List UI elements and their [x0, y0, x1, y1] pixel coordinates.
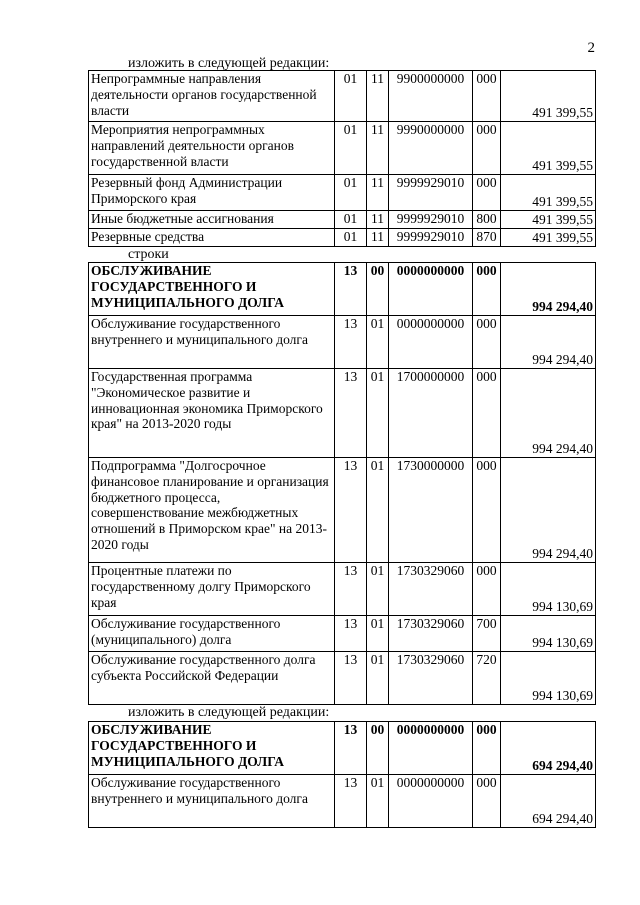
table-row: [89, 563, 596, 616]
target-article-cell: 0000000000: [389, 775, 473, 828]
expense-type-cell: 000: [473, 458, 501, 563]
amount-cell: 491 399,55: [501, 122, 596, 175]
row-name-cell: ОБСЛУЖИВАНИЕ ГОСУДАРСТВЕННОГО И МУНИЦИПАЛЬНОГО ДОЛГА: [89, 722, 335, 775]
table-row: [89, 122, 596, 175]
subsection-code-cell: 11: [367, 122, 389, 175]
expense-type-cell: 800: [473, 211, 501, 229]
subsection-code-cell: 00: [367, 263, 389, 316]
table-row: [89, 71, 596, 122]
subsection-code-cell: 11: [367, 229, 389, 247]
table-row: [89, 775, 596, 828]
amount-cell: 994 294,40: [501, 458, 596, 563]
row-name-cell: Мероприятия непрограммных направлений деятельности органов государственной власти: [89, 122, 335, 175]
subsection-code-cell: 11: [367, 211, 389, 229]
target-article-cell: 0000000000: [389, 263, 473, 316]
expense-type-cell: 000: [473, 122, 501, 175]
table-row: [89, 458, 596, 563]
amount-cell: 994 130,69: [501, 616, 596, 652]
amount-cell: 491 399,55: [501, 71, 596, 122]
table-row: [89, 722, 596, 775]
section-code-cell: 13: [335, 369, 367, 458]
expense-type-cell: 000: [473, 175, 501, 211]
subsection-code-cell: 00: [367, 722, 389, 775]
budget-table-3: [88, 721, 596, 828]
target-article-cell: 1730329060: [389, 616, 473, 652]
budget-table-2: [88, 262, 596, 705]
subsection-code-cell: 01: [367, 775, 389, 828]
amount-cell: 491 399,55: [501, 211, 596, 229]
amount-cell: 491 399,55: [501, 229, 596, 247]
amount-cell: 694 294,40: [501, 722, 596, 775]
amount-cell: 491 399,55: [501, 175, 596, 211]
expense-type-cell: 000: [473, 71, 501, 122]
page-number: 2: [587, 40, 595, 56]
row-name-cell: Подпрограмма "Долгосрочное финансовое планирование и организация бюджетного процесса, совершенствование межбюджетных отношений в Приморском крае" на 2013-2020 годы: [89, 458, 335, 563]
row-name-cell: Обслуживание государственного внутреннего и муниципального долга: [89, 316, 335, 369]
subsection-code-cell: 01: [367, 652, 389, 705]
expense-type-cell: 000: [473, 316, 501, 369]
target-article-cell: 1730329060: [389, 563, 473, 616]
section-code-cell: 01: [335, 229, 367, 247]
target-article-cell: 9900000000: [389, 71, 473, 122]
section-code-cell: 13: [335, 563, 367, 616]
budget-table-1: [88, 70, 596, 247]
section-code-cell: 13: [335, 775, 367, 828]
target-article-cell: 9999929010: [389, 175, 473, 211]
expense-type-cell: 000: [473, 369, 501, 458]
section-code-cell: 13: [335, 616, 367, 652]
target-article-cell: 1730000000: [389, 458, 473, 563]
expense-type-cell: 000: [473, 263, 501, 316]
caption-edit-1: изложить в следующей редакции:: [128, 56, 330, 71]
caption-lines: строки: [128, 247, 169, 262]
row-name-cell: Обслуживание государственного долга субъекта Российской Федерации: [89, 652, 335, 705]
target-article-cell: 0000000000: [389, 316, 473, 369]
subsection-code-cell: 11: [367, 175, 389, 211]
row-name-cell: ОБСЛУЖИВАНИЕ ГОСУДАРСТВЕННОГО И МУНИЦИПАЛЬНОГО ДОЛГА: [89, 263, 335, 316]
amount-cell: 994 130,69: [501, 652, 596, 705]
table-row: [89, 369, 596, 458]
table-row: [89, 316, 596, 369]
subsection-code-cell: 01: [367, 458, 389, 563]
row-name-cell: Обслуживание государственного (муниципального) долга: [89, 616, 335, 652]
amount-cell: 994 294,40: [501, 263, 596, 316]
amount-cell: 994 294,40: [501, 369, 596, 458]
section-code-cell: 01: [335, 71, 367, 122]
section-code-cell: 13: [335, 316, 367, 369]
row-name-cell: Государственная программа "Экономическое развитие и инновационная экономика Приморского края" на 2013-2020 годы: [89, 369, 335, 458]
table-row: [89, 616, 596, 652]
amount-cell: 694 294,40: [501, 775, 596, 828]
table-row: [89, 229, 596, 247]
amount-cell: 994 294,40: [501, 316, 596, 369]
row-name-cell: Иные бюджетные ассигнования: [89, 211, 335, 229]
section-code-cell: 01: [335, 122, 367, 175]
subsection-code-cell: 01: [367, 563, 389, 616]
row-name-cell: Обслуживание государственного внутреннего и муниципального долга: [89, 775, 335, 828]
table-row: [89, 211, 596, 229]
amount-cell: 994 130,69: [501, 563, 596, 616]
expense-type-cell: 000: [473, 775, 501, 828]
target-article-cell: 9990000000: [389, 122, 473, 175]
section-code-cell: 13: [335, 722, 367, 775]
expense-type-cell: 870: [473, 229, 501, 247]
target-article-cell: 9999929010: [389, 229, 473, 247]
expense-type-cell: 000: [473, 722, 501, 775]
section-code-cell: 13: [335, 652, 367, 705]
section-code-cell: 01: [335, 211, 367, 229]
target-article-cell: 0000000000: [389, 722, 473, 775]
expense-type-cell: 700: [473, 616, 501, 652]
caption-edit-2: изложить в следующей редакции:: [128, 705, 330, 720]
expense-type-cell: 720: [473, 652, 501, 705]
table-row: [89, 175, 596, 211]
row-name-cell: Резервные средства: [89, 229, 335, 247]
target-article-cell: 1730329060: [389, 652, 473, 705]
target-article-cell: 1700000000: [389, 369, 473, 458]
row-name-cell: Процентные платежи по государственному долгу Приморского края: [89, 563, 335, 616]
table-row: [89, 263, 596, 316]
section-code-cell: 13: [335, 458, 367, 563]
row-name-cell: Резервный фонд Администрации Приморского края: [89, 175, 335, 211]
row-name-cell: Непрограммные направления деятельности органов государственной власти: [89, 71, 335, 122]
expense-type-cell: 000: [473, 563, 501, 616]
subsection-code-cell: 01: [367, 616, 389, 652]
section-code-cell: 13: [335, 263, 367, 316]
target-article-cell: 9999929010: [389, 211, 473, 229]
table-row: [89, 652, 596, 705]
section-code-cell: 01: [335, 175, 367, 211]
subsection-code-cell: 01: [367, 369, 389, 458]
subsection-code-cell: 01: [367, 316, 389, 369]
subsection-code-cell: 11: [367, 71, 389, 122]
